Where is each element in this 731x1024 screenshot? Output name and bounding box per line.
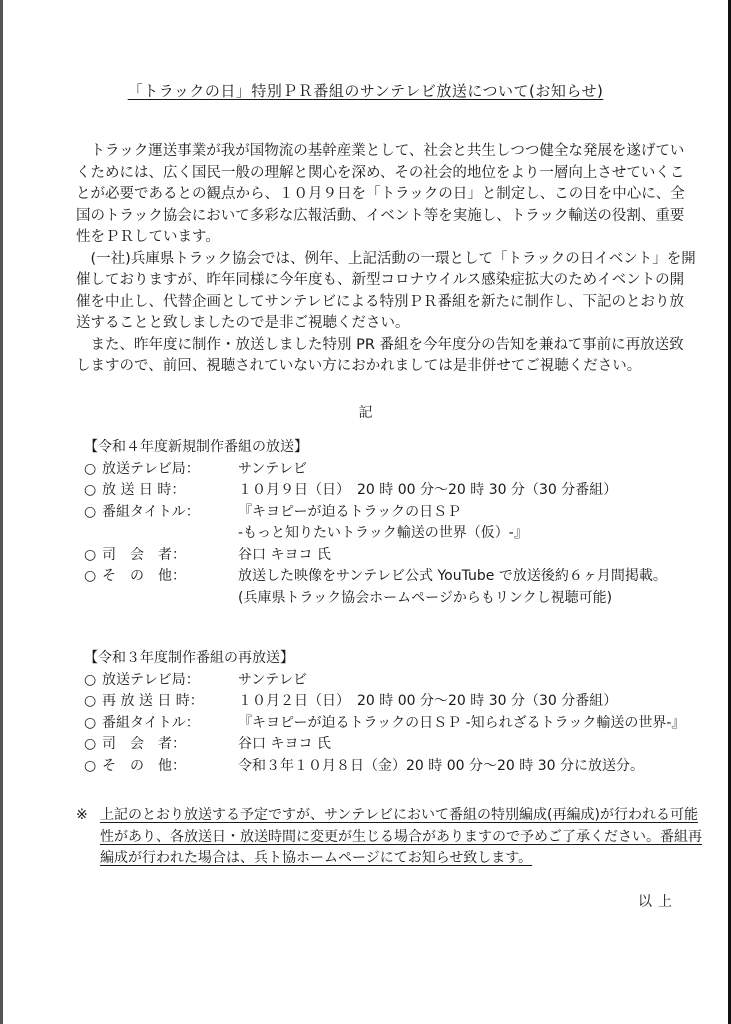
- detail-row-continuation: [84, 523, 714, 545]
- detail-row: [84, 713, 714, 735]
- detail-row-continuation: [84, 588, 714, 610]
- detail-row: [84, 566, 714, 588]
- detail-value: サンテレビ: [238, 671, 308, 688]
- detail-label: そ の 他：: [102, 757, 186, 774]
- detail-value: 『キヨピーが迫るトラックの日ＳＰ: [238, 503, 462, 520]
- bullet-icon: ○: [84, 714, 97, 731]
- page-edge-left: [0, 0, 3, 1024]
- section-new-program: [84, 437, 714, 609]
- detail-value: １０月９日（日） 20 時 00 分～20 時 30 分（30 分番組）: [238, 482, 618, 498]
- detail-label: 放送テレビ局：: [102, 671, 200, 688]
- section-rebroadcast: [84, 648, 714, 777]
- bullet-icon: ○: [84, 693, 97, 709]
- detail-value: １０月２日（日） 20 時 00 分～20 時 30 分（30 分番組）: [238, 693, 618, 709]
- note-text: 上記のとおり放送する予定ですが、サンテレビにおいて番組の特別編成(再編成)が行われる可能性があり、各放送日・放送時間に変更が生じる場合がありますので予めご了承ください。番組再編成が行われた場合は、兵ト協ホームページにてお知らせ致します。: [100, 807, 702, 866]
- bullet-icon: ○: [84, 568, 97, 584]
- bullet-icon: ○: [84, 482, 97, 498]
- ki-heading: 記: [358, 405, 373, 421]
- bullet-icon: ○: [84, 736, 97, 752]
- detail-value: 谷口 キヨコ 氏: [238, 736, 331, 752]
- intro-paragraph: トラック運送事業が我が国物流の基幹産業として、社会と共生しつつ健全な発展を遂げていくためには、広く国民一般の理解と関心を深め、その社会的地位をより一層向上させていくことが必要であるとの観点から、１０月９日を「トラックの日」と制定し、この日を中心に、全国のトラック協会において多彩な広報活動、イベント等を実施し、トラック輸送の役割、重要性をＰＲしています。: [76, 143, 685, 245]
- detail-label: 放送テレビ局：: [102, 460, 200, 477]
- detail-row: [84, 756, 714, 778]
- detail-row: [84, 502, 714, 524]
- detail-value: 『キヨピーが迫るトラックの日ＳＰ -知られざるトラック輸送の世界-』: [238, 714, 686, 731]
- closing-mark: 以上: [638, 894, 678, 910]
- bullet-icon: ○: [84, 671, 97, 688]
- detail-row: [84, 670, 714, 692]
- section-heading: 【令和３年度制作番組の再放送】: [84, 650, 294, 666]
- detail-value: (兵庫県トラック協会ホームページからもリンクし視聴可能): [238, 589, 613, 606]
- intro-text: [76, 141, 696, 378]
- detail-row: [84, 545, 714, 567]
- bullet-icon: ○: [84, 503, 97, 520]
- note-mark: ※: [76, 807, 88, 823]
- section-heading: 【令和４年度新規制作番組の放送】: [84, 439, 308, 455]
- detail-value: 谷口 キヨコ 氏: [238, 546, 331, 563]
- detail-label: 司 会 者：: [102, 736, 186, 752]
- bullet-icon: ○: [84, 757, 97, 774]
- detail-value: サンテレビ: [238, 460, 308, 477]
- detail-label: 番組タイトル：: [102, 714, 200, 731]
- detail-label: そ の 他：: [102, 568, 186, 584]
- detail-row: [84, 480, 714, 502]
- detail-row: [84, 459, 714, 481]
- detail-value: -もっと知りたいトラック輸送の世界（仮）-』: [238, 525, 528, 541]
- schedule-note: [76, 805, 704, 870]
- document-title: [0, 80, 731, 101]
- intro-paragraph: また、昨年度に制作・放送しました特別 PR 番組を今年度分の告知を兼ねて事前に再放送致しますので、前回、視聴されていない方におかれましては是非併せてご視聴ください。: [76, 336, 684, 374]
- detail-label: 放 送 日 時：: [102, 482, 186, 498]
- detail-label: 司 会 者：: [102, 546, 186, 563]
- intro-paragraph: (一社)兵庫県トラック協会では、例年、上記活動の一環として「トラックの日イベント」を開催しておりますが、昨年同様に今年度も、新型コロナウイルス感染症拡大のためイベントの開催を中止し、代替企画としてサンテレビによる特別ＰＲ番組を新たに制作し、下記のとおり放送することと致しましたので是非ご視聴ください。: [76, 250, 696, 331]
- detail-row: [84, 691, 714, 713]
- detail-label: 再 放 送 日 時：: [102, 693, 204, 709]
- detail-value: 放送した映像をサンテレビ公式 YouTube で放送後約６ヶ月間掲載。: [238, 568, 667, 584]
- detail-label: 番組タイトル：: [102, 503, 200, 520]
- bullet-icon: ○: [84, 460, 97, 477]
- detail-row: [84, 734, 714, 756]
- detail-value: 令和３年１０月８日（金）20 時 00 分～20 時 30 分に放送分。: [238, 757, 644, 774]
- bullet-icon: ○: [84, 546, 97, 563]
- document-title-text: 「トラックの日」特別ＰＲ番組のサンテレビ放送について(お知らせ): [127, 82, 604, 100]
